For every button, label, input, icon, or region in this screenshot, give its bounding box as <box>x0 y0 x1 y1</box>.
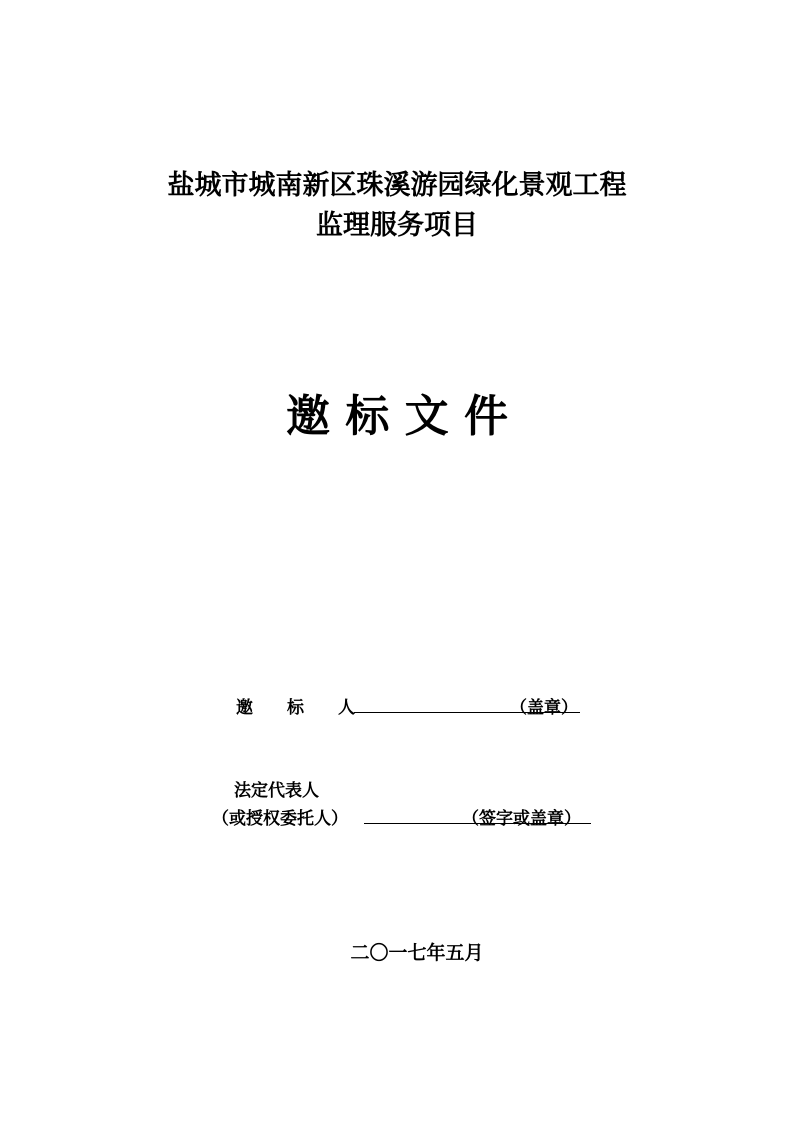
tenderer-seal-note: （盖章） <box>510 698 578 718</box>
document-date: 二〇一七年五月 <box>350 942 484 964</box>
legal-representative-label: 法定代表人 <box>234 781 319 801</box>
project-title-line-2: 监理服务项目 <box>316 210 478 241</box>
document-type-heading: 邀 标 文 件 <box>286 391 508 442</box>
legal-representative-sign-note: （签字或盖章） <box>462 809 581 829</box>
project-title-line-1: 盐城市城南新区珠溪游园绿化景观工程 <box>167 170 627 201</box>
authorized-agent-label: （或授权委托人） <box>212 809 348 829</box>
tenderer-label: 邀 标 人 <box>236 698 355 718</box>
